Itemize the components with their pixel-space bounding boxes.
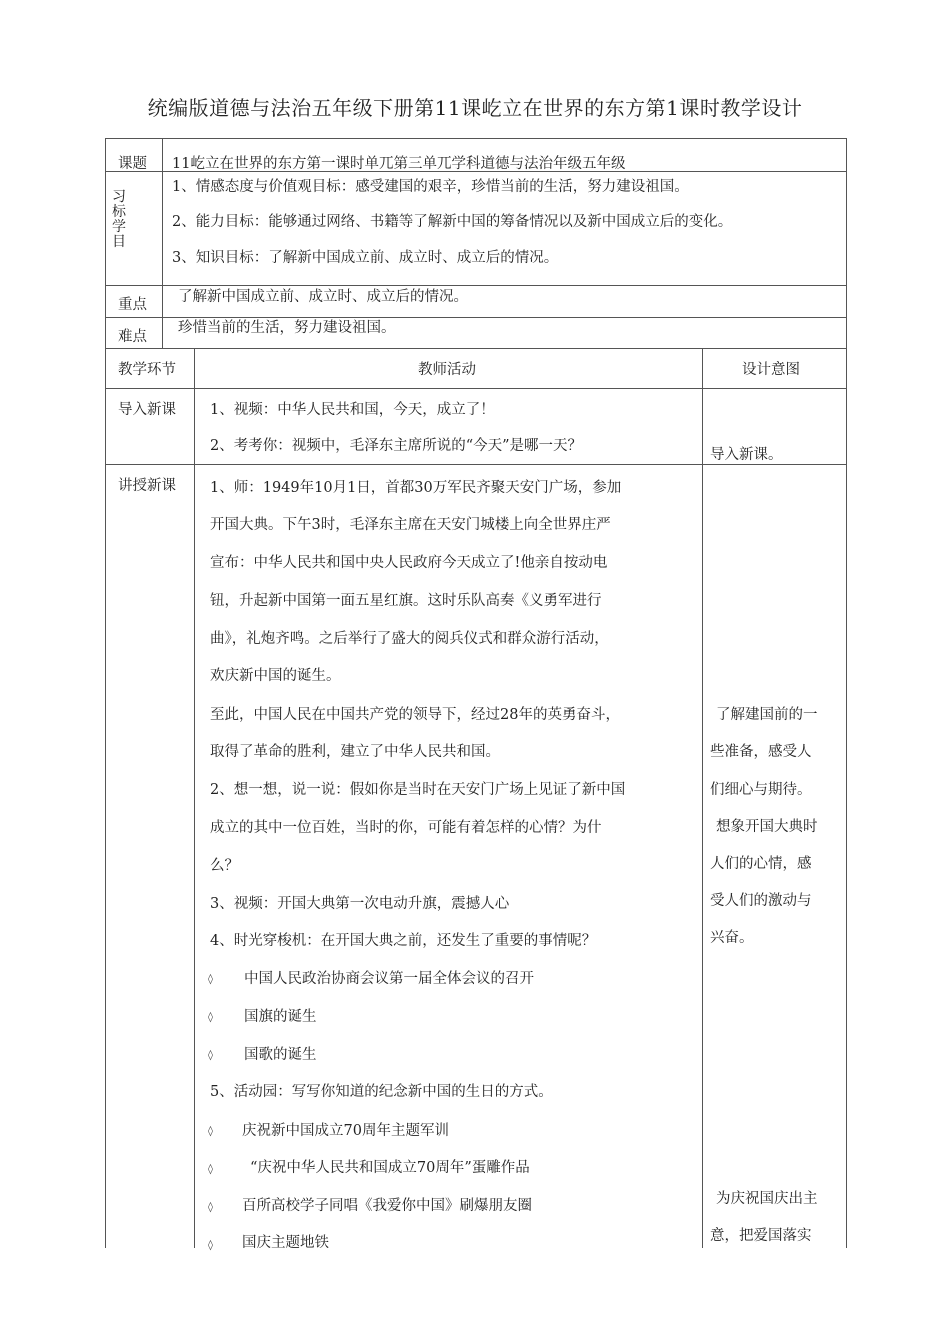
intro-line: 2、考考你：视频中，毛泽东主席所说的“今天”是哪一天？	[210, 438, 583, 454]
lesson-line: 宣布：中华人民共和国中央人民政府今天成立了!他亲自按动电	[210, 555, 608, 571]
table1-bottom-border	[105, 348, 847, 349]
table2-header-divider	[105, 388, 847, 389]
header-design-intent: 设计意图	[742, 362, 800, 378]
topic-label: 课题	[118, 156, 147, 172]
objective-item: 3、知识目标：了解新中国成立前、成立时、成立后的情况。	[172, 250, 559, 266]
objective-item: 2、能力目标：能够通过网络、书籍等了解新中国的筹备情况以及新中国成立后的变化。	[172, 214, 733, 230]
lesson-line: 曲》，礼炮齐鸣。之后举行了盛大的阅兵仪式和群众游行活动，	[210, 631, 609, 647]
intent-line: 们细心与期待。	[710, 782, 812, 798]
table1-left-border	[105, 138, 106, 349]
topic-value: 11屹立在世界的东方第一课时单兀第三单兀学科道德与法治年级五年级	[172, 156, 626, 172]
bullet-item: 国庆主题地铁	[242, 1235, 329, 1248]
table2-col-divider	[194, 348, 195, 1248]
intent-line: 受人们的激动与	[710, 893, 812, 909]
lesson-line: 1、师：1949年10月1日，首都30万军民齐聚天安门广场，参加	[210, 480, 622, 496]
document-title: 统编版道德与法治五年级下册第11课屹立在世界的东方第1课时教学设计	[147, 96, 803, 120]
diamond-bullet-icon: ◊	[208, 974, 213, 985]
diamond-bullet-icon: ◊	[208, 1050, 213, 1061]
intro-intent: 导入新课。	[710, 447, 783, 463]
header-teacher-activity: 教师活动	[418, 362, 476, 378]
table1-row-divider	[105, 285, 847, 286]
objective-item: 1、情感态度与价值观目标：感受建国的艰辛，珍惜当前的生活，努力建设祖国。	[172, 179, 689, 195]
bullet-item: 中国人民政治协商会议第一届全体会议的召开	[244, 971, 534, 987]
table1-row-divider	[105, 317, 847, 318]
diamond-bullet-icon: ◊	[208, 1126, 213, 1137]
lesson-line: 钮，升起新中国第一面五星红旗。这时乐队高奏《义勇军进行	[210, 593, 602, 609]
bullet-item: 庆祝新中国成立70周年主题军训	[242, 1123, 449, 1139]
lesson-line: 欢庆新中国的诞生。	[210, 668, 341, 684]
intent-line: 兴奋。	[710, 930, 754, 946]
lesson-line: 4、时光穿梭机：在开国大典之前，还发生了重要的事情呢？	[210, 933, 597, 949]
intro-stage: 导入新课	[118, 402, 176, 418]
bullet-item: 百所高校学子同唱《我爱你中国》刷爆朋友圈	[242, 1198, 532, 1214]
activity-line: 5、活动园：写写你知道的纪念新中国的生日的方式。	[210, 1084, 553, 1100]
table2-right-border	[846, 348, 847, 1248]
difficulty-label: 难点	[118, 329, 147, 345]
objectives-label: 习标学目	[112, 189, 126, 250]
key-point-value: 了解新中国成立前、成立时、成立后的情况。	[178, 289, 468, 305]
lesson-line: 2、想一想，说一说：假如你是当时在天安门广场上见证了新中国	[210, 782, 626, 798]
table1-right-border	[846, 138, 847, 349]
lesson-line: 成立的其中一位百姓，当时的你，可能有着怎样的心情？为什	[210, 820, 602, 836]
intent-line: 人们的心情，感	[710, 856, 812, 872]
new-lesson-stage: 讲授新课	[118, 478, 176, 494]
table1-col-divider	[162, 138, 163, 349]
difficulty-value: 珍惜当前的生活，努力建设祖国。	[178, 320, 396, 336]
diamond-bullet-icon: ◊	[208, 1202, 213, 1213]
intent-line: 意，把爱国落实	[710, 1228, 812, 1244]
diamond-bullet-icon: ◊	[208, 1240, 213, 1251]
intent-line: 为庆祝国庆出主	[716, 1191, 818, 1207]
table2-left-border	[105, 348, 106, 1248]
bullet-item: 国旗的诞生	[244, 1009, 317, 1025]
intro-line: 1、视频：中华人民共和国，今天，成立了！	[210, 402, 495, 418]
diamond-bullet-icon: ◊	[208, 1012, 213, 1023]
diamond-bullet-icon: ◊	[208, 1164, 213, 1175]
lesson-line: 么？	[210, 858, 239, 874]
intent-line: 些准备，感受人	[710, 744, 812, 760]
intent-line: 想象开国大典时	[716, 819, 818, 835]
table1-top-border	[105, 138, 847, 139]
header-stage: 教学环节	[118, 362, 176, 378]
lesson-line: 取得了革命的胜利，建立了中华人民共和国。	[210, 744, 500, 760]
lesson-line: 3、视频：开国大典第一次电动升旗，震撼人心	[210, 896, 510, 912]
table2-col-divider	[702, 348, 703, 1248]
bullet-item: “庆祝中华人民共和国成立70周年”蛋雕作品	[250, 1160, 530, 1176]
lesson-line: 至此，中国人民在中国共产党的领导下，经过28年的英勇奋斗，	[210, 707, 620, 723]
table2-row-divider	[105, 464, 847, 465]
intent-line: 了解建国前的一	[716, 707, 818, 723]
lesson-line: 开国大典。下午3时，毛泽东主席在天安门城楼上向全世界庄严	[210, 517, 611, 533]
key-point-label: 重点	[118, 297, 147, 313]
bullet-item: 国歌的诞生	[244, 1047, 317, 1063]
